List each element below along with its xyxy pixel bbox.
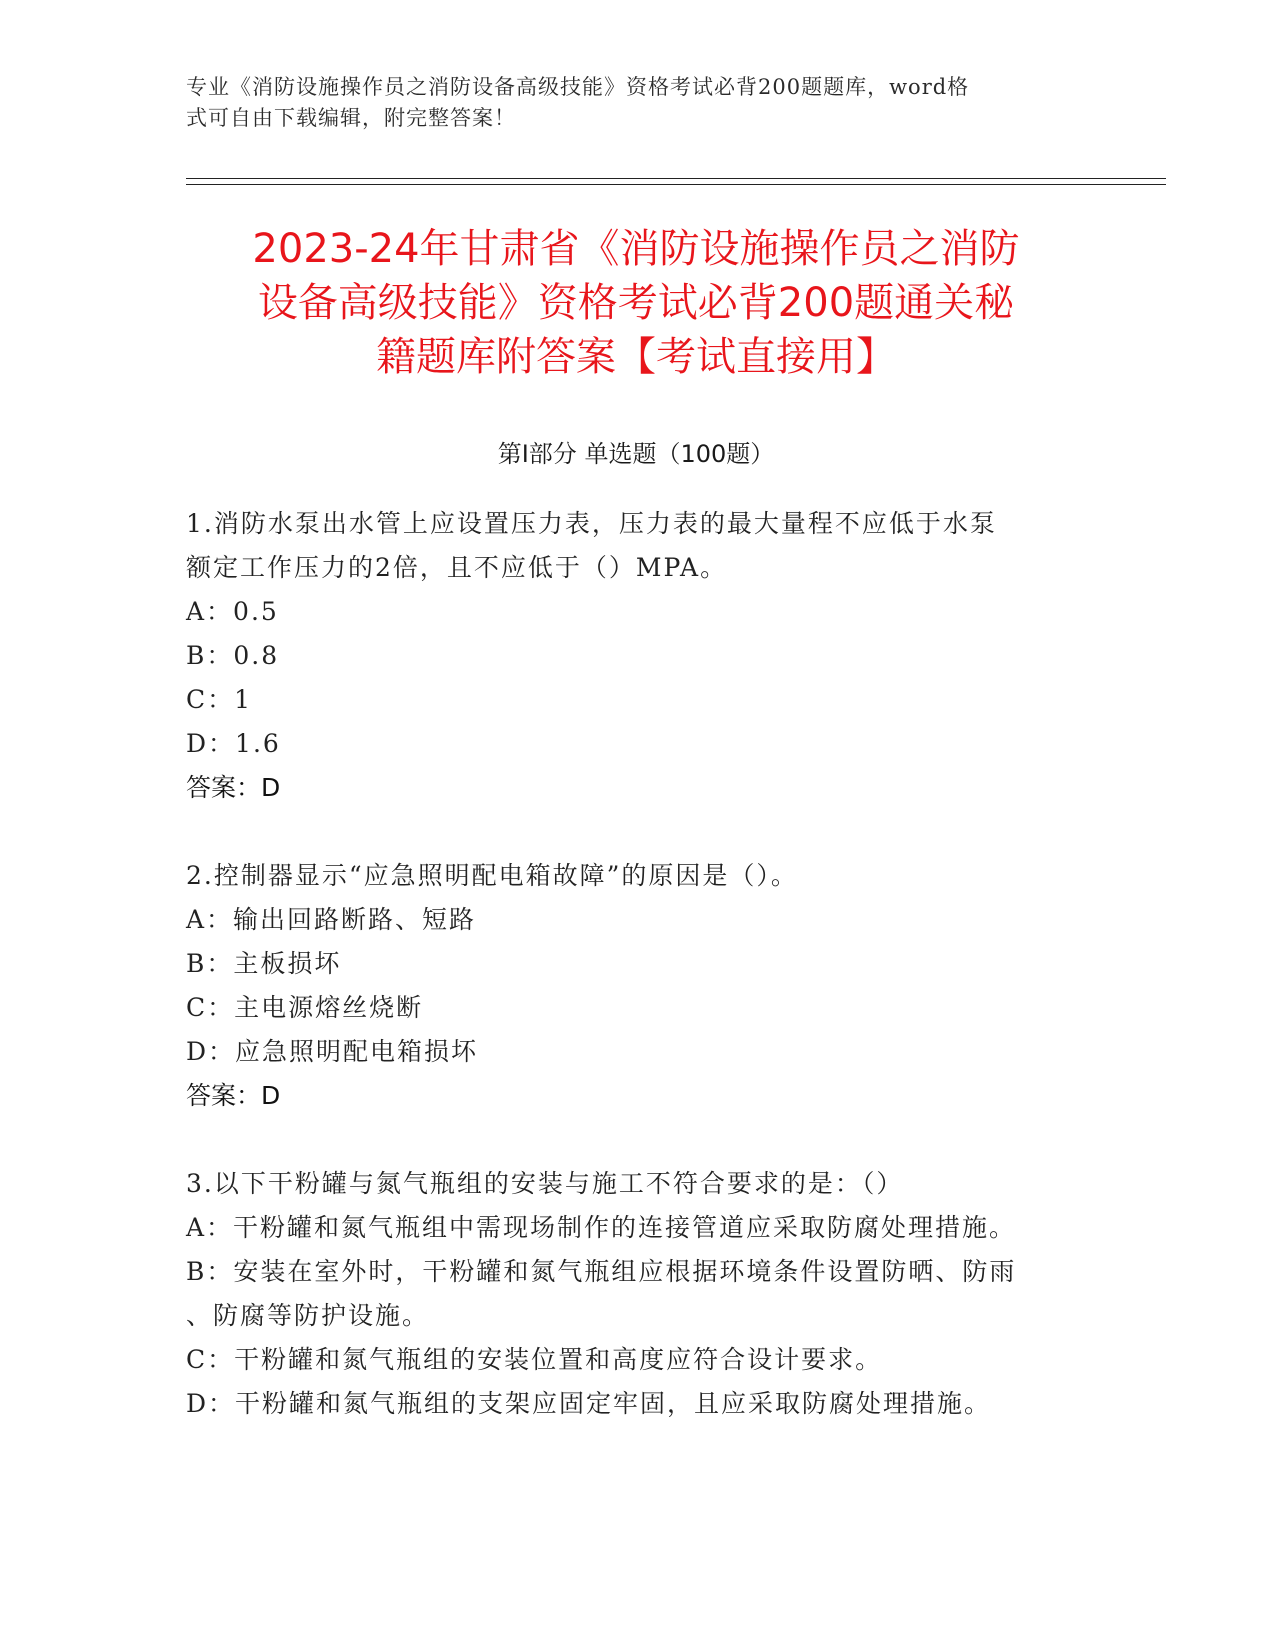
question-2-option-a: A：输出回路断路、短路	[186, 905, 477, 934]
question-2-option-d: D：应急照明配电箱损坏	[186, 1037, 479, 1066]
question-1-option-c: C：1	[186, 685, 253, 714]
question-3-option-a: A：干粉罐和氮气瓶组中需现场制作的连接管道应采取防腐处理措施。	[186, 1213, 1017, 1242]
question-1-stem: 1.消防水泵出水管上应设置压力表，压力表的最大量程不应低于水泵	[186, 509, 997, 538]
header-note-line: 式可自由下载编辑，附完整答案！	[186, 106, 516, 130]
question-2-answer: 答案：D	[186, 1081, 281, 1110]
question-1-stem: 额定工作压力的2倍，且不应低于（）MPA。	[186, 553, 728, 582]
question-3-option-b: 、防腐等防护设施。	[186, 1301, 430, 1330]
header-divider-top	[186, 178, 1166, 179]
question-2-option-c: C：主电源熔丝烧断	[186, 993, 424, 1022]
question-1-option-a: A：0.5	[186, 597, 279, 626]
header-note	[186, 72, 1076, 134]
document-title-line: 设备高级技能》资格考试必背200题通关秘	[257, 280, 1015, 326]
question-3-option-b: B：安装在室外时，干粉罐和氮气瓶组应根据环境条件设置防晒、防雨	[186, 1257, 1017, 1286]
part-heading: 第Ⅰ部分 单选题（100题）	[497, 440, 775, 468]
question-1-option-b: B：0.8	[186, 641, 280, 670]
document-title-line: 2023-24年甘肃省《消防设施操作员之消防	[252, 226, 1020, 272]
question-3-option-d: D：干粉罐和氮气瓶组的支架应固定牢固，且应采取防腐处理措施。	[186, 1389, 992, 1418]
question-2-stem: 2.控制器显示“应急照明配电箱故障”的原因是（）。	[186, 861, 798, 890]
question-3-option-c: C：干粉罐和氮气瓶组的安装位置和高度应符合设计要求。	[186, 1345, 883, 1374]
header-note-line: 专业《消防设施操作员之消防设备高级技能》资格考试必背200题题库，word格	[186, 75, 970, 99]
question-2-option-b: B：主板损坏	[186, 949, 342, 978]
question-1-option-d: D：1.6	[186, 729, 281, 758]
question-3-stem: 3.以下干粉罐与氮气瓶组的安装与施工不符合要求的是：（）	[186, 1169, 904, 1198]
document-title	[186, 222, 1086, 384]
document-title-line: 籍题库附答案【考试直接用】	[376, 334, 896, 380]
header-divider-bottom	[186, 184, 1166, 185]
question-1-answer: 答案：D	[186, 773, 281, 802]
